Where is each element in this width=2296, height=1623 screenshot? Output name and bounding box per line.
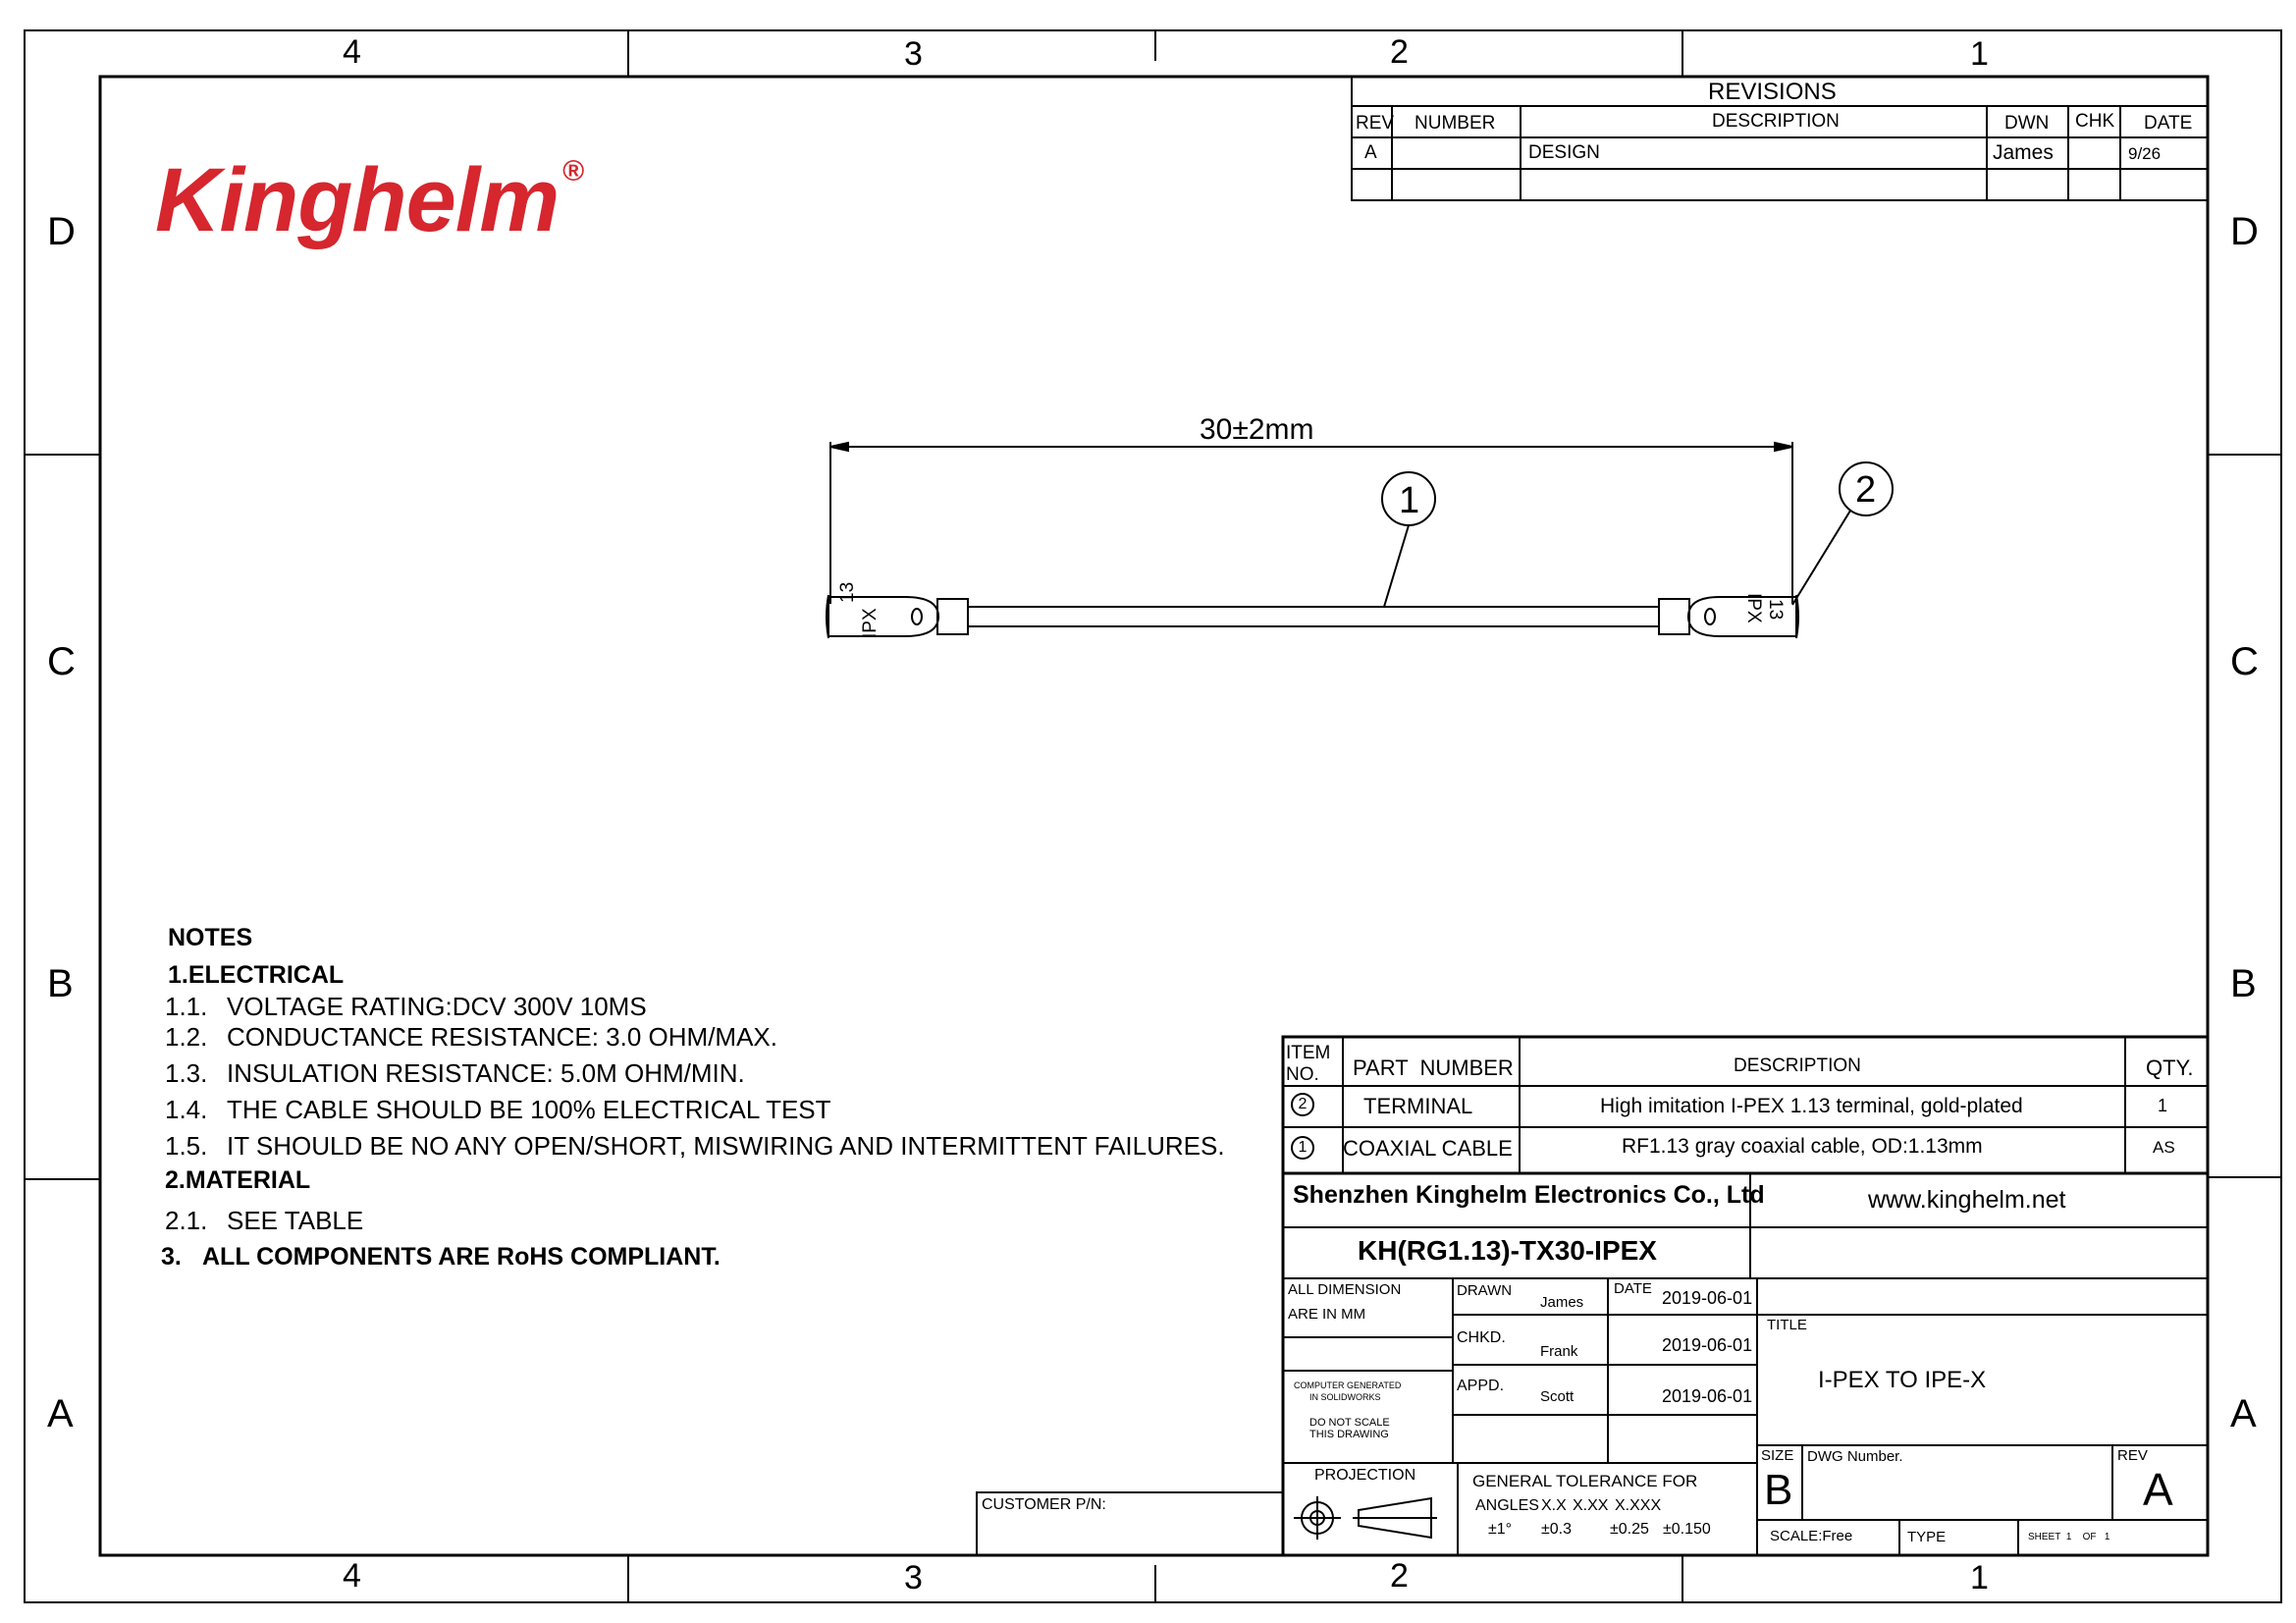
- zone-row-left-d: D: [47, 210, 76, 253]
- part-number: KH(RG1.13)-TX30-IPEX: [1358, 1235, 1657, 1266]
- of-label: OF: [2082, 1532, 2097, 1542]
- tolerance-x1-value: ±0.3: [1541, 1521, 1573, 1538]
- note-1-2-text: CONDUCTANCE RESISTANCE: 3.0 OHM/MAX.: [227, 1022, 777, 1052]
- zone-col-top-4: 4: [343, 33, 361, 71]
- drawn-by: James: [1540, 1294, 1584, 1311]
- do-not-scale-2: THIS DRAWING: [1309, 1429, 1389, 1440]
- rev-label: REV: [2117, 1447, 2148, 1464]
- type-label: TYPE: [1907, 1529, 1947, 1545]
- rev-row-date: 9/26: [2128, 144, 2162, 163]
- zone-col-top-3: 3: [904, 35, 923, 73]
- sheet-label: SHEET: [2028, 1532, 2061, 1542]
- note-2-1-text: SEE TABLE: [227, 1206, 364, 1235]
- bom-row-1-description: RF1.13 gray coaxial cable, OD:1.13mm: [1622, 1135, 1983, 1158]
- date-label: DATE: [1614, 1280, 1652, 1297]
- size-label: SIZE: [1761, 1447, 1794, 1464]
- tolerance-x3-value: ±0.150: [1663, 1521, 1711, 1538]
- chkd-date: 2019-06-01: [1662, 1335, 1753, 1355]
- note-1-4-text: THE CABLE SHOULD BE 100% ELECTRICAL TEST: [227, 1095, 831, 1124]
- balloon-1-label: 1: [1399, 480, 1420, 521]
- zone-row-right-c: C: [2230, 640, 2259, 683]
- rev-header-date: DATE: [2144, 113, 2193, 134]
- right-connector-size: 13: [1765, 599, 1786, 621]
- note-1-1-num: 1.1.: [165, 992, 208, 1021]
- bom-row-2-qty: 1: [2158, 1096, 2168, 1115]
- revision-letter: A: [2143, 1464, 2173, 1515]
- scale: SCALE:Free: [1770, 1528, 1853, 1544]
- drawn-date: 2019-06-01: [1662, 1288, 1753, 1308]
- bom-row-1-qty: AS: [2153, 1138, 2175, 1157]
- bom-row-2-part: TERMINAL: [1363, 1094, 1473, 1118]
- customer-pn-label: CUSTOMER P/N:: [982, 1496, 1106, 1513]
- projection-label: PROJECTION: [1314, 1467, 1416, 1484]
- note-2-1-num: 2.1.: [165, 1206, 208, 1235]
- note-3-text: ALL COMPONENTS ARE RoHS COMPLIANT.: [202, 1243, 721, 1271]
- chkd-by: Frank: [1540, 1343, 1578, 1360]
- zone-row-left-a: A: [47, 1392, 74, 1435]
- bom-row-1-part: COAXIAL CABLE: [1343, 1136, 1513, 1161]
- computer-generated-2: IN SOLIDWORKS: [1309, 1392, 1381, 1402]
- zone-col-bottom-3: 3: [904, 1559, 923, 1596]
- zone-row-left-c: C: [47, 640, 76, 683]
- zone-row-right-b: B: [2230, 962, 2257, 1005]
- website: www.kinghelm.net: [1868, 1186, 2066, 1214]
- tolerance-x2-header: X.XX: [1573, 1497, 1609, 1514]
- bom-header-item-2: NO.: [1286, 1064, 1319, 1085]
- sheet-size: B: [1764, 1466, 1793, 1514]
- tolerance-x3-header: X.XXX: [1615, 1497, 1662, 1514]
- zone-col-bottom-1: 1: [1970, 1559, 1989, 1596]
- cable-drawing: [815, 412, 1924, 668]
- sheet-info: [2028, 1533, 2109, 1542]
- rev-header-number: NUMBER: [1415, 113, 1496, 134]
- do-not-scale-1: DO NOT SCALE: [1309, 1417, 1390, 1429]
- balloon-2-label: 2: [1855, 469, 1877, 511]
- zone-col-top-2: 2: [1390, 33, 1409, 71]
- zone-row-left-b: B: [47, 962, 74, 1005]
- appd-by: Scott: [1540, 1388, 1575, 1405]
- rev-header-rev: REV: [1356, 113, 1395, 134]
- note-1-3-num: 1.3.: [165, 1058, 208, 1088]
- left-connector-type: IPX: [860, 608, 881, 638]
- tolerance-label: GENERAL TOLERANCE FOR: [1472, 1472, 1698, 1490]
- rev-header-dwn: DWN: [2004, 113, 2050, 134]
- logo-text: Kinghelm: [155, 150, 560, 250]
- note-3-num: 3.: [161, 1243, 182, 1271]
- tolerance-x2-value: ±0.25: [1610, 1521, 1649, 1538]
- notes-title: NOTES: [168, 924, 253, 951]
- appd-label: APPD.: [1457, 1378, 1505, 1394]
- revisions-title: REVISIONS: [1708, 79, 1837, 105]
- computer-generated-1: COMPUTER GENERATED: [1294, 1380, 1402, 1390]
- all-dimension-2: ARE IN MM: [1288, 1306, 1366, 1323]
- zone-col-bottom-4: 4: [343, 1557, 361, 1595]
- third-angle-projection-icon: [1286, 1488, 1443, 1549]
- bom-header-description: DESCRIPTION: [1734, 1055, 1861, 1076]
- title-label: TITLE: [1767, 1317, 1807, 1333]
- bom-row-1-item-circle: [1291, 1136, 1314, 1160]
- bom-header-qty: QTY.: [2146, 1055, 2194, 1080]
- note-1-5-text: IT SHOULD BE NO ANY OPEN/SHORT, MISWIRING AND INTERMITTENT FAILURES.: [227, 1131, 1225, 1161]
- material-heading: 2.MATERIAL: [165, 1166, 311, 1194]
- bom-header-item-1: ITEM: [1286, 1043, 1331, 1063]
- zone-col-bottom-2: 2: [1390, 1557, 1409, 1595]
- chkd-label: CHKD.: [1457, 1329, 1506, 1346]
- rev-header-chk: CHK: [2075, 111, 2115, 132]
- note-1-5-num: 1.5.: [165, 1131, 208, 1161]
- tolerance-angles-header: ANGLES: [1475, 1497, 1539, 1514]
- zone-col-top-1: 1: [1970, 35, 1989, 73]
- bom-row-2-item-circle: [1291, 1093, 1314, 1116]
- electrical-heading: 1.ELECTRICAL: [168, 961, 345, 989]
- note-1-1-text: VOLTAGE RATING:DCV 300V 10MS: [227, 992, 647, 1021]
- company-name: Shenzhen Kinghelm Electronics Co., Ltd: [1293, 1181, 1765, 1209]
- left-connector-size: 13: [837, 581, 858, 603]
- all-dimension-1: ALL DIMENSION: [1288, 1281, 1402, 1298]
- rev-row-dwn: James: [1993, 141, 2054, 164]
- tolerance-x1-header: X.X: [1541, 1497, 1567, 1514]
- kinghelm-logo: [155, 149, 583, 252]
- bom-row-1-item: 1: [1298, 1139, 1308, 1156]
- bom-row-2-description: High imitation I-PEX 1.13 terminal, gold-plated: [1600, 1095, 2023, 1117]
- zone-row-right-a: A: [2230, 1392, 2257, 1435]
- note-1-2-num: 1.2.: [165, 1022, 208, 1052]
- drawn-label: DRAWN: [1457, 1282, 1513, 1299]
- note-1-3-text: INSULATION RESISTANCE: 5.0M OHM/MIN.: [227, 1058, 745, 1088]
- registered-mark: ®: [562, 155, 584, 188]
- tolerance-angles-value: ±1°: [1488, 1521, 1513, 1538]
- sheet-number: 1: [2065, 1532, 2072, 1542]
- rev-row-description: DESIGN: [1528, 142, 1600, 163]
- note-1-4-num: 1.4.: [165, 1095, 208, 1124]
- drawing-title: I-PEX TO IPE-X: [1818, 1367, 1987, 1393]
- dimension-label: 30±2mm: [1200, 413, 1314, 446]
- rev-header-description: DESCRIPTION: [1712, 111, 1840, 132]
- appd-date: 2019-06-01: [1662, 1386, 1753, 1406]
- right-connector-type: IPX: [1743, 593, 1764, 623]
- bom-header-part-number: PART NUMBER: [1353, 1055, 1514, 1080]
- dwg-number-label: DWG Number.: [1807, 1448, 1903, 1465]
- zone-row-right-d: D: [2230, 210, 2259, 253]
- bom-row-2-item: 2: [1298, 1096, 1308, 1112]
- sheet-total: 1: [2104, 1532, 2110, 1542]
- rev-row-rev: A: [1364, 142, 1377, 163]
